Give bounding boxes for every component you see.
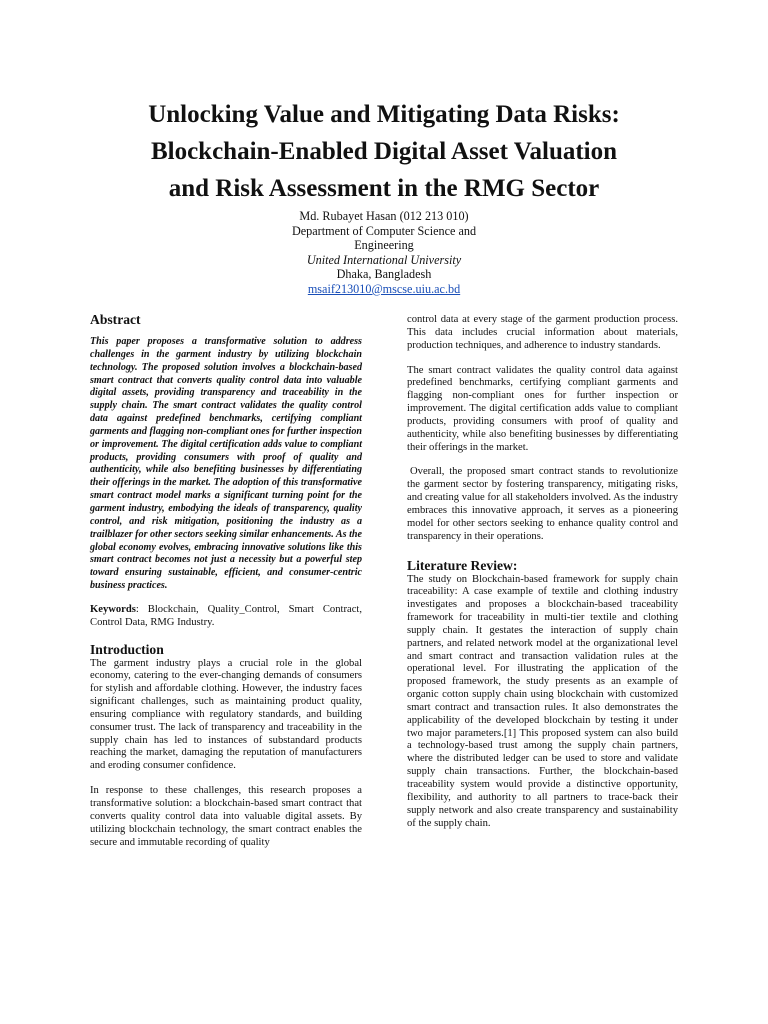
abstract-heading: Abstract — [90, 312, 141, 327]
body-paragraph: control data at every stage of the garment production process. This data includes crucial information about materials, production techniques, and adherence to industry standards. — [407, 314, 678, 351]
title-line: Unlocking Value and Mitigating Data Risks: — [148, 101, 620, 128]
literature-review-heading: Literature Review: — [407, 557, 518, 573]
author-email-link[interactable]: msaif213010@mscse.uiu.ac.bd — [307, 281, 461, 296]
keywords-label: Keywords — [90, 603, 136, 615]
author-block — [234, 209, 534, 297]
author-name: Md. Rubayet Hasan (012 213 010) — [299, 209, 469, 223]
author-location: Dhaka, Bangladesh — [336, 267, 432, 282]
title-line: Blockchain-Enabled Digital Asset Valuation — [150, 138, 618, 165]
author-department-cont: Engineering — [354, 238, 414, 253]
title-line: and Risk Assessment in the RMG Sector — [168, 175, 600, 202]
keywords-text: : Blockchain, Quality_Control, Smart Contract, Control Data, RMG Industry. — [90, 603, 362, 628]
body-paragraph: The smart contract validates the quality control data against predefined benchmarks, certifying compliant garments and flagging non-compliant ones for further inspection or improvement. The digital certification adds value to compliant products, providing consumers with proof of quality and authenticity, while also benefiting businesses by differentiating their offerings in the market. — [407, 364, 678, 453]
author-department: Department of Computer Science and — [291, 223, 477, 238]
keywords — [90, 604, 362, 630]
introduction-paragraph: In response to these challenges, this research proposes a transformative solution: a blockchain-based smart contract that converts quality control data into valuable digital assets. By utilizing blockchain technology, the smart contract enables the secure and immutable recording of quality — [90, 785, 362, 848]
body-paragraph: Overall, the proposed smart contract stands to revolutionize the garment sector by fostering transparency, mitigating risks, and creating value for all stakeholders involved. As the industry embraces this innovative approach, it serves as a pioneering model for other sectors seeking to enhance quality control and transparency in their operations. — [407, 466, 678, 542]
author-university: United International University — [306, 252, 462, 267]
left-column — [90, 312, 362, 849]
paper-title — [60, 96, 708, 207]
abstract-text: This paper proposes a transformative solution to address challenges in the garment industry by utilizing blockchain technology. The proposed solution involves a blockchain-based smart contract that converts quality control data into valuable digital assets, providing transparency and traceability in the supply chain. The smart contract validates the quality control data against predefined benchmarks, certifying compliant garments and flagging non-compliant ones for further inspection or improvement. The digital certification adds value to compliant products, providing consumers with proof of quality and authenticity, while also benefiting businesses by differentiating their offerings in the market. The adoption of this transformative smart contract model marks a significant turning point for the garment industry, embodying the ideals of transparency, quality control, and risk mitigation, positioning the industry as a trailblazer for other sectors seeking similar enhancements. As the global economy evolves, embracing innovative solutions like this smart contract becomes not just a necessity but a powerful step toward ensuring sustainable, efficient, and consumer-centric business practices. — [90, 336, 362, 592]
introduction-heading: Introduction — [90, 641, 164, 657]
introduction-paragraph: The garment industry plays a crucial role in the global economy, catering to the ever-changing demands of consumers for stylish and affordable clothing. However, the industry faces significant challenges, such as maintaining product quality, ensuring compliance with regulatory standards, and building consumer trust. The lack of transparency and traceability in the supply chain has led to instances of substandard products reaching the market, damaging the reputation of manufacturers and eroding consumer confidence. — [90, 657, 362, 772]
right-column — [407, 314, 678, 830]
literature-review-paragraph: The study on Blockchain-based framework for supply chain traceability: A case example of textile and clothing industry investigates and proposes a blockchain-based traceability framework for traceability in multi-tier textile and clothing supply chain. It gestates the interaction of supply chain partners, and related network model at the organizational level and smart contract and transaction validation rules at the operational level. For illustrating the application of the proposed framework, the study presents as an example of organic cotton supply chain using blockchain with customized smart contract and transaction rules. It also demonstrates the applicability of the developed blockchain by testing it under two major parameters.[1] This proposed system can also build a technology-based trust among the supply chain partners, where the distributed ledger can be used to store and validate supply chain transactions. Further, the blockchain-based traceability system would provide a distinctive opportunity, flexibility, and authority to all partners to trace-back their supply network and also create transparency and sustainability of the supply chain. — [407, 573, 678, 829]
